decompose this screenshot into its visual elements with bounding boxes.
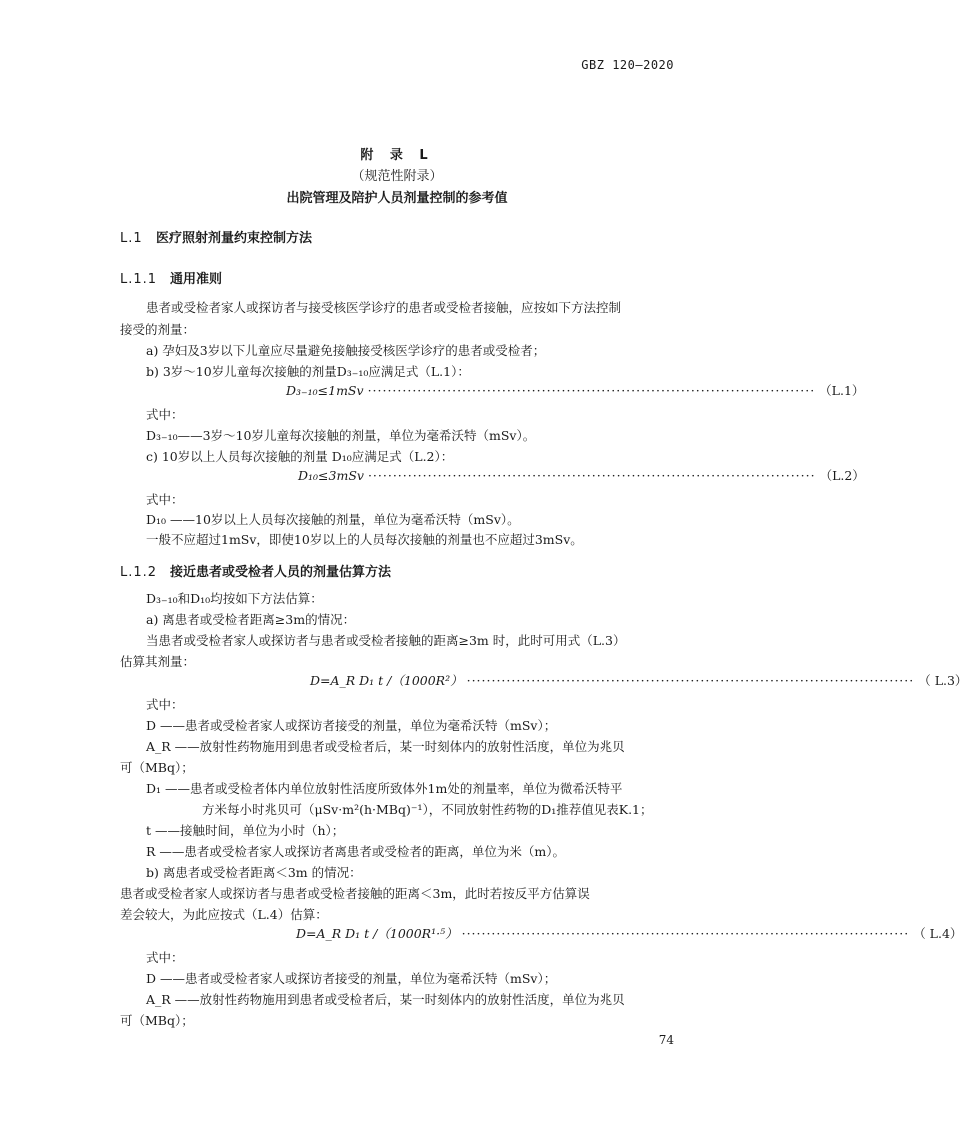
definition-line: A_R ——放射性药物施用到患者或受检者后，某一时刻体内的放射性活度，单位为兆贝 — [146, 992, 625, 1007]
definition-line: D₁ ——患者或受检者体内单位放射性活度所致体外1m处的剂量率，单位为微希沃特平 — [146, 781, 623, 796]
equation-L2 — [146, 466, 865, 484]
definition-line: 方米每小时兆贝可（μSv·m²(h·MBq)⁻¹），不同放射性药物的D₁推荐值见表K.1； — [202, 802, 653, 817]
equation-text: D=A_R D₁ t /（1000R²） — [310, 673, 463, 688]
definition-line: D ——患者或受检者家人或探访者接受的剂量，单位为毫希沃特（mSv）； — [146, 971, 557, 986]
section-title: 接近患者或受检者人员的剂量估算方法 — [170, 565, 392, 580]
section-title: 通用准则 — [170, 272, 223, 287]
leader-dots: ·························································································· — [466, 673, 915, 688]
leader-dots: ·························································································· — [367, 468, 816, 483]
section-number: L.1.2 — [120, 565, 158, 580]
where-label: 式中： — [146, 950, 184, 965]
section-heading-L12 — [120, 561, 391, 580]
equation-label: （ L.4） — [913, 926, 963, 941]
equation-L1 — [146, 381, 865, 399]
list-item-b: b) 3岁～10岁儿童每次接触的剂量D₃₋₁₀应满足式（L.1）： — [146, 364, 470, 379]
where-label: 式中： — [146, 492, 184, 507]
page-number: 74 — [658, 1033, 674, 1047]
definition-line: 可（MBq）； — [120, 760, 194, 775]
equation-L3 — [146, 671, 967, 689]
annex-title: 附 录 L — [360, 148, 434, 163]
section-title: 医疗照射剂量约束控制方法 — [156, 231, 313, 246]
list-item-c: c) 10岁以上人员每次接触的剂量 D₁₀应满足式（L.2）： — [146, 449, 454, 464]
equation-label: （L.2） — [819, 468, 865, 483]
definition-line: R ——患者或受检者家人或探访者离患者或受检者的距离，单位为米（m）。 — [146, 844, 565, 859]
note-line: 一般不应超过1mSv，即使10岁以上的人员每次接触的剂量也不应超过3mSv。 — [146, 532, 583, 547]
equation-L4 — [146, 924, 963, 942]
definition-line: A_R ——放射性药物施用到患者或受检者后，某一时刻体内的放射性活度，单位为兆贝 — [146, 739, 625, 754]
definition-line: D₁₀ ——10岁以上人员每次接触的剂量，单位为毫希沃特（mSv）。 — [146, 512, 520, 527]
definition-line: D ——患者或受检者家人或探访者接受的剂量，单位为毫希沃特（mSv）； — [146, 718, 557, 733]
list-item-a: a) 孕妇及3岁以下儿童应尽量避免接触接受核医学诊疗的患者或受检者； — [146, 343, 546, 358]
equation-text: D₁₀≤3mSv — [298, 468, 364, 483]
list-item-a: a) 离患者或受检者距离≥3m的情况： — [146, 612, 356, 627]
where-label: 式中： — [146, 697, 184, 712]
paragraph-line: 估算其剂量： — [120, 654, 196, 669]
leader-dots: ·························································································· — [367, 383, 816, 398]
leader-dots: ·························································································· — [461, 926, 910, 941]
section-heading-L11 — [120, 268, 222, 287]
paragraph-line: 接受的剂量： — [120, 322, 196, 337]
equation-label: （ L.3） — [918, 673, 967, 688]
paragraph-line: 差会较大，为此应按式（L.4）估算： — [120, 907, 328, 922]
section-number: L.1 — [120, 231, 143, 246]
paragraph-line: 当患者或受检者家人或探访者与患者或受检者接触的距离≥3m 时，此时可用式（L.3） — [146, 633, 626, 648]
annex-name: 出院管理及陪护人员剂量控制的参考值 — [286, 191, 508, 206]
definition-line: D₃₋₁₀——3岁～10岁儿童每次接触的剂量，单位为毫希沃特（mSv）。 — [146, 428, 536, 443]
definition-line: 可（MBq）； — [120, 1013, 194, 1028]
standard-code: GBZ 120—2020 — [581, 58, 674, 72]
section-number: L.1.1 — [120, 272, 158, 287]
section-heading-L1 — [120, 227, 312, 246]
definition-line: t ——接触时间，单位为小时（h）； — [146, 823, 345, 838]
paragraph-line: D₃₋₁₀和D₁₀均按如下方法估算： — [146, 591, 323, 606]
annex-type: （规范性附录） — [351, 169, 443, 184]
equation-text: D₃₋₁₀≤1mSv — [286, 383, 364, 398]
equation-label: （L.1） — [819, 383, 865, 398]
paragraph-line: 患者或受检者家人或探访者与接受核医学诊疗的患者或受检者接触，应按如下方法控制 — [146, 300, 622, 315]
list-item-b: b) 离患者或受检者距离＜3m 的情况： — [146, 865, 362, 880]
equation-text: D=A_R D₁ t /（1000R¹·⁵） — [296, 926, 458, 941]
paragraph-line: 患者或受检者家人或探访者与患者或受检者接触的距离＜3m，此时若按反平方估算误 — [120, 886, 590, 901]
where-label: 式中： — [146, 407, 184, 422]
